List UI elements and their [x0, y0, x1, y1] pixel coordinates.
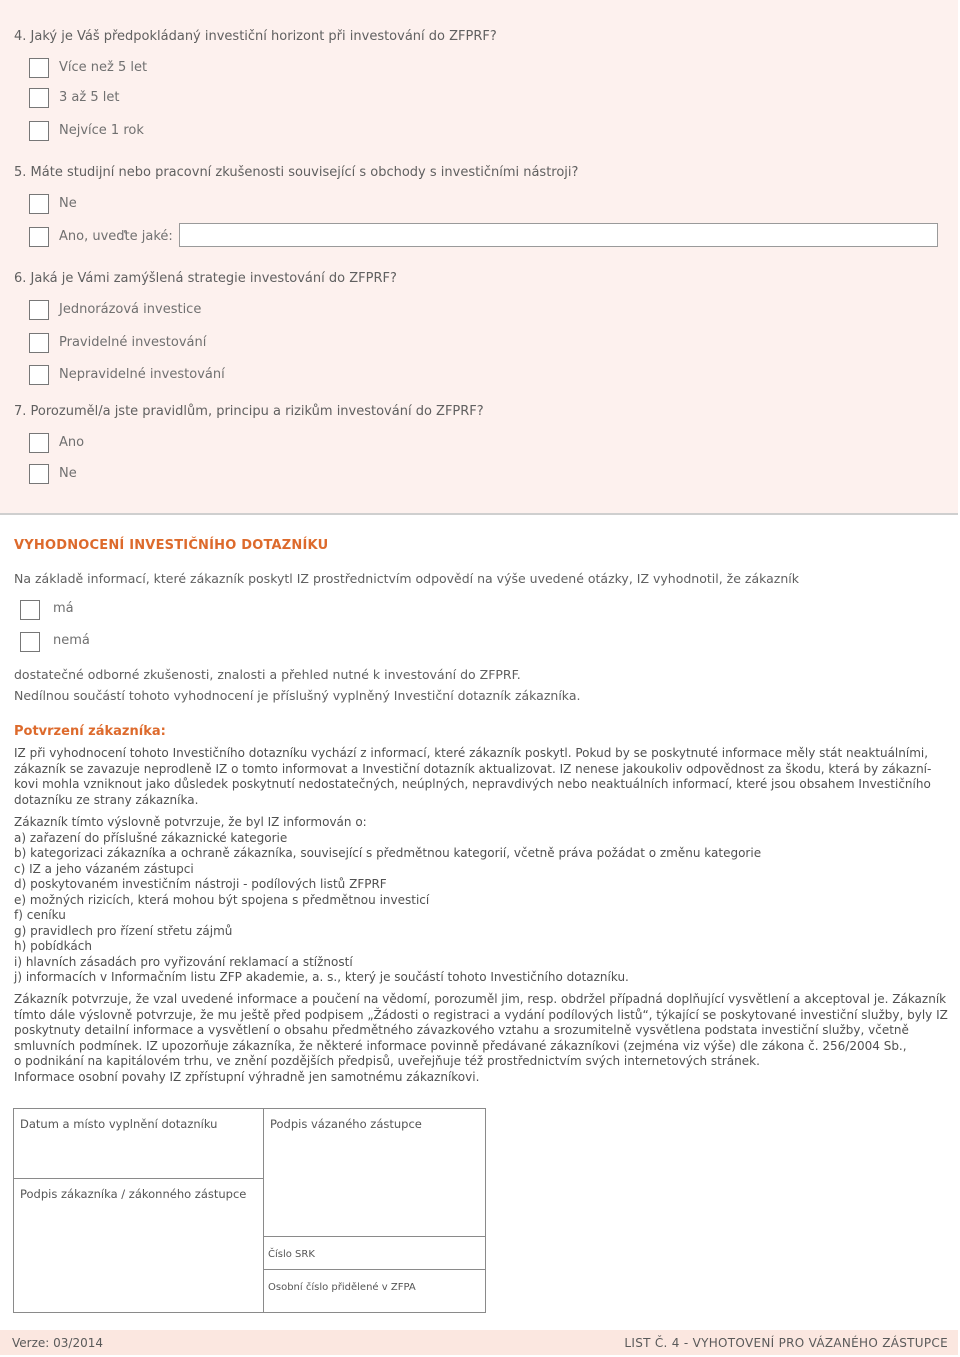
client-signature-field[interactable] [13, 1178, 264, 1313]
question-6-label: 6. Jaká je Vámi zamýšlená strategie investování do ZFPRF? [14, 271, 397, 286]
list-item: j) informacích v Informačním listu ZFP akademie, a. s., který je součástí tohoto Investičního dotazníku. [14, 970, 629, 984]
sheet-label: LIST Č. 4 - VYHOTOVENÍ PRO VÁZANÉHO ZÁSTUPCE [624, 1336, 948, 1350]
checkbox[interactable] [20, 632, 40, 652]
evaluation-line-2: Nedílnou součástí tohoto vyhodnocení je příslušný vyplněný Investiční dotazník zákazníka. [14, 688, 581, 703]
question-5-label: 5. Máte studijní nebo pracovní zkušenosti související s obchody s investičními nástroji? [14, 165, 579, 180]
list-item: g) pravidlech pro řízení střetu zájmů [14, 923, 233, 938]
confirmation-paragraph-3 [14, 992, 952, 1085]
paragraph-line: poskytnuty detailní informace a vysvětlení o obsahu předmětného závazkového vztahu a srozumitelně vysvětlena podstata investiční služby, včetně [14, 1023, 909, 1037]
footer [0, 1330, 958, 1355]
srk-number-label: Číslo SRK [268, 1249, 315, 1260]
version-label: Verze: 03/2014 [12, 1336, 103, 1350]
paragraph-line: smluvních podmínek. IZ upozorňuje zákazníka, že některé informace povinně předávané zákazníkovi (zejména viz výše) dle zákona č. 256/2004 Sb., [14, 1038, 907, 1053]
paragraph-line: IZ při vyhodnocení tohoto Investičního dotazníku vychází z informací, které zákazník poskytl. Pokud by se poskytnuté informace měly stát neaktuálními, [14, 746, 929, 760]
client-signature-label: Podpis zákazníka / zákonného zástupce [20, 1187, 247, 1201]
confirmation-paragraph-2 [14, 815, 952, 986]
list-item: b) kategorizaci zákazníka a ochraně zákazníka, související s předmětnou kategorií, včetně práva požádat o změnu kategorie [14, 846, 762, 860]
checkbox[interactable] [20, 600, 40, 620]
zfpa-number-label: Osobní číslo přidělené v ZFPA [268, 1282, 416, 1293]
agent-signature-label: Podpis vázaného zástupce [270, 1117, 422, 1131]
date-place-label: Datum a místo vyplnění dotazníku [20, 1117, 218, 1131]
checkbox[interactable] [29, 227, 49, 247]
confirmation-paragraph-1 [14, 746, 952, 808]
q5-detail-input[interactable] [179, 223, 938, 247]
date-place-field[interactable] [13, 1108, 264, 1180]
srk-number-field[interactable] [263, 1236, 486, 1271]
agent-signature-field[interactable] [263, 1108, 486, 1238]
list-item: e) možných rizicích, která mohou být spojena s předmětnou investicí [14, 892, 430, 907]
list-item: d) poskytovaném investičním nástroji - podílových listů ZFPRF [14, 877, 387, 891]
checkbox[interactable] [29, 365, 49, 385]
checkbox[interactable] [29, 300, 49, 320]
paragraph-line: kovi mohla vzniknout jako důsledek poskytnutí nedostatečných, neúplných, nepravdivých nebo neaktuálních informací, které jsou obsahem Investičního [14, 777, 931, 791]
list-item: c) IZ a jeho vázaném zástupci [14, 861, 194, 876]
list-item: f) ceníku [14, 908, 66, 922]
questionnaire-panel [0, 0, 958, 515]
paragraph-line: o podnikání na kapitálovém trhu, ve znění pozdějších předpisů, uveřejňuje též prostřednictvím svých internetových stránek. [14, 1054, 760, 1068]
evaluation-intro: Na základě informací, které zákazník poskytl IZ prostřednictvím odpovědí na výše uvedené otázky, IZ vyhodnotil, že zákazník [14, 571, 799, 586]
list-item: h) pobídkách [14, 939, 92, 953]
checkbox[interactable] [29, 464, 49, 484]
confirmation-heading: Potvrzení zákazníka: [14, 724, 166, 739]
list-item: a) zařazení do příslušné zákaznické kategorie [14, 830, 288, 845]
list-item: i) hlavních zásadách pro vyřizování reklamací a stížností [14, 954, 353, 969]
checkbox[interactable] [29, 194, 49, 214]
paragraph-line: dotazníku ze strany zákazníka. [14, 792, 199, 807]
checkbox[interactable] [29, 88, 49, 108]
evaluation-line-1: dostatečné odborné zkušenosti, znalosti a přehled nutné k investování do ZFPRF. [14, 667, 521, 682]
question-4-label: 4. Jaký je Váš předpokládaný investiční horizont při investování do ZFPRF? [14, 29, 497, 44]
paragraph-line: Informace osobní povahy IZ zpřístupní výhradně jen samotnému zákazníkovi. [14, 1069, 480, 1084]
checkbox[interactable] [29, 433, 49, 453]
paragraph-line: tímto dále výslovně potvrzuje, že mu ještě před podpisem „Žádosti o registraci a vydání podílových listů“, týkající se poskytované investiční služby, byly IZ [14, 1007, 948, 1022]
paragraph-line: Zákazník potvrzuje, že vzal uvedené informace a poučení na vědomí, porozuměl jim, resp. obdržel případná doplňující vysvětlení a akceptoval je. Zákazník [14, 992, 947, 1006]
paragraph-line: Zákazník tímto výslovně potvrzuje, že byl IZ informován o: [14, 815, 367, 829]
question-7-label: 7. Porozuměl/a jste pravidlům, principu a rizikům investování do ZFPRF? [14, 404, 484, 419]
checkbox[interactable] [29, 121, 49, 141]
zfpa-number-field[interactable] [263, 1269, 486, 1313]
checkbox[interactable] [29, 333, 49, 353]
checkbox[interactable] [29, 58, 49, 78]
evaluation-heading: VYHODNOCENÍ INVESTIČNÍHO DOTAZNÍKU [14, 538, 329, 553]
paragraph-line: zákazník se zavazuje neprodleně IZ o tomto informovat a Investiční dotazník aktualizovat. IZ nenese jakoukoliv odpovědnost za škodu, která by zákazní- [14, 761, 932, 776]
